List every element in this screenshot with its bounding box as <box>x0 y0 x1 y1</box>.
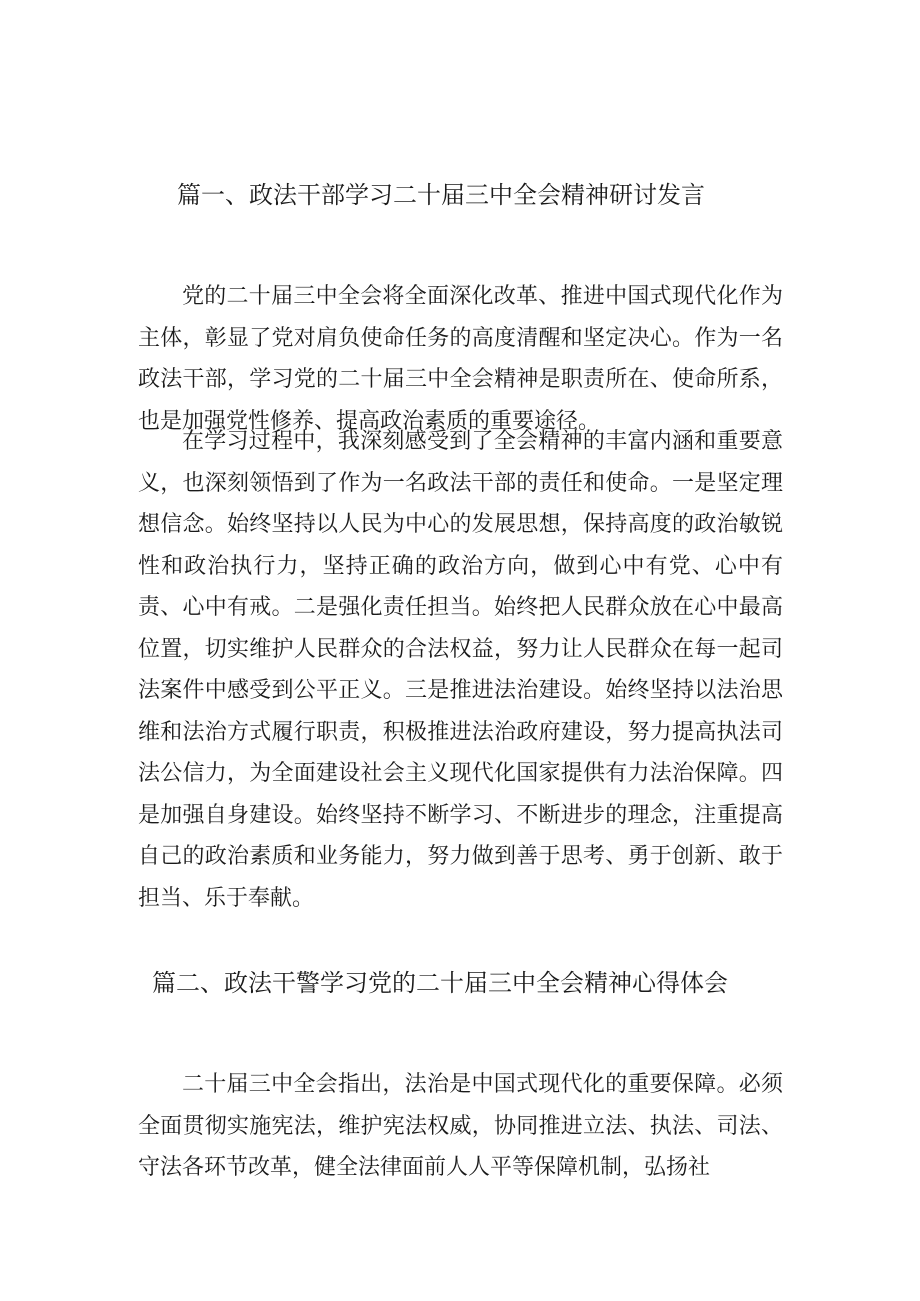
section-2-paragraph-1: 二十届三中全会指出，法治是中国式现代化的重要保障。必须全面贯彻实施宪法，维护宪法权威，协同推进立法、执法、司法、守法各环节改革，健全法律面前人人平等保障机制，弘扬社 <box>138 1072 783 1180</box>
section-2-title: 篇二、政法干警学习党的二十届三中全会精神心得体会 <box>152 969 728 997</box>
section-1-title: 篇一、政法干部学习二十届三中全会精神研讨发言 <box>177 181 705 209</box>
section-1-paragraph-1: 党的二十届三中全会将全面深化改革、推进中国式现代化作为主体，彰显了党对肩负使命任务的高度清醒和坚定决心。作为一名政法干部，学习党的二十届三中全会精神是职责所在、使命所系，也是加强党性修养、提高政治素质的重要途径。 <box>138 284 783 434</box>
section-1-paragraph-2: 在学习过程中，我深刻感受到了全会精神的丰富内涵和重要意义，也深刻领悟到了作为一名政法干部的责任和使命。一是坚定理想信念。始终坚持以人民为中心的发展思想，保持高度的政治敏锐性和政治执行力，坚持正确的政治方向，做到心中有党、心中有责、心中有戒。二是强化责任担当。始终把人民群众放在心中最高位置，切实维护人民群众的合法权益，努力让人民群众在每一起司法案件中感受到公平正义。三是推进法治建设。始终坚持以法治思维和法治方式履行职责，积极推进法治政府建设，努力提高执法司法公信力，为全面建设社会主义现代化国家提供有力法治保障。四是加强自身建设。始终坚持不断学习、不断进步的理念，注重提高自己的政治素质和业务能力，努力做到善于思考、勇于创新、敢于担当、乐于奉献。 <box>138 429 783 911</box>
